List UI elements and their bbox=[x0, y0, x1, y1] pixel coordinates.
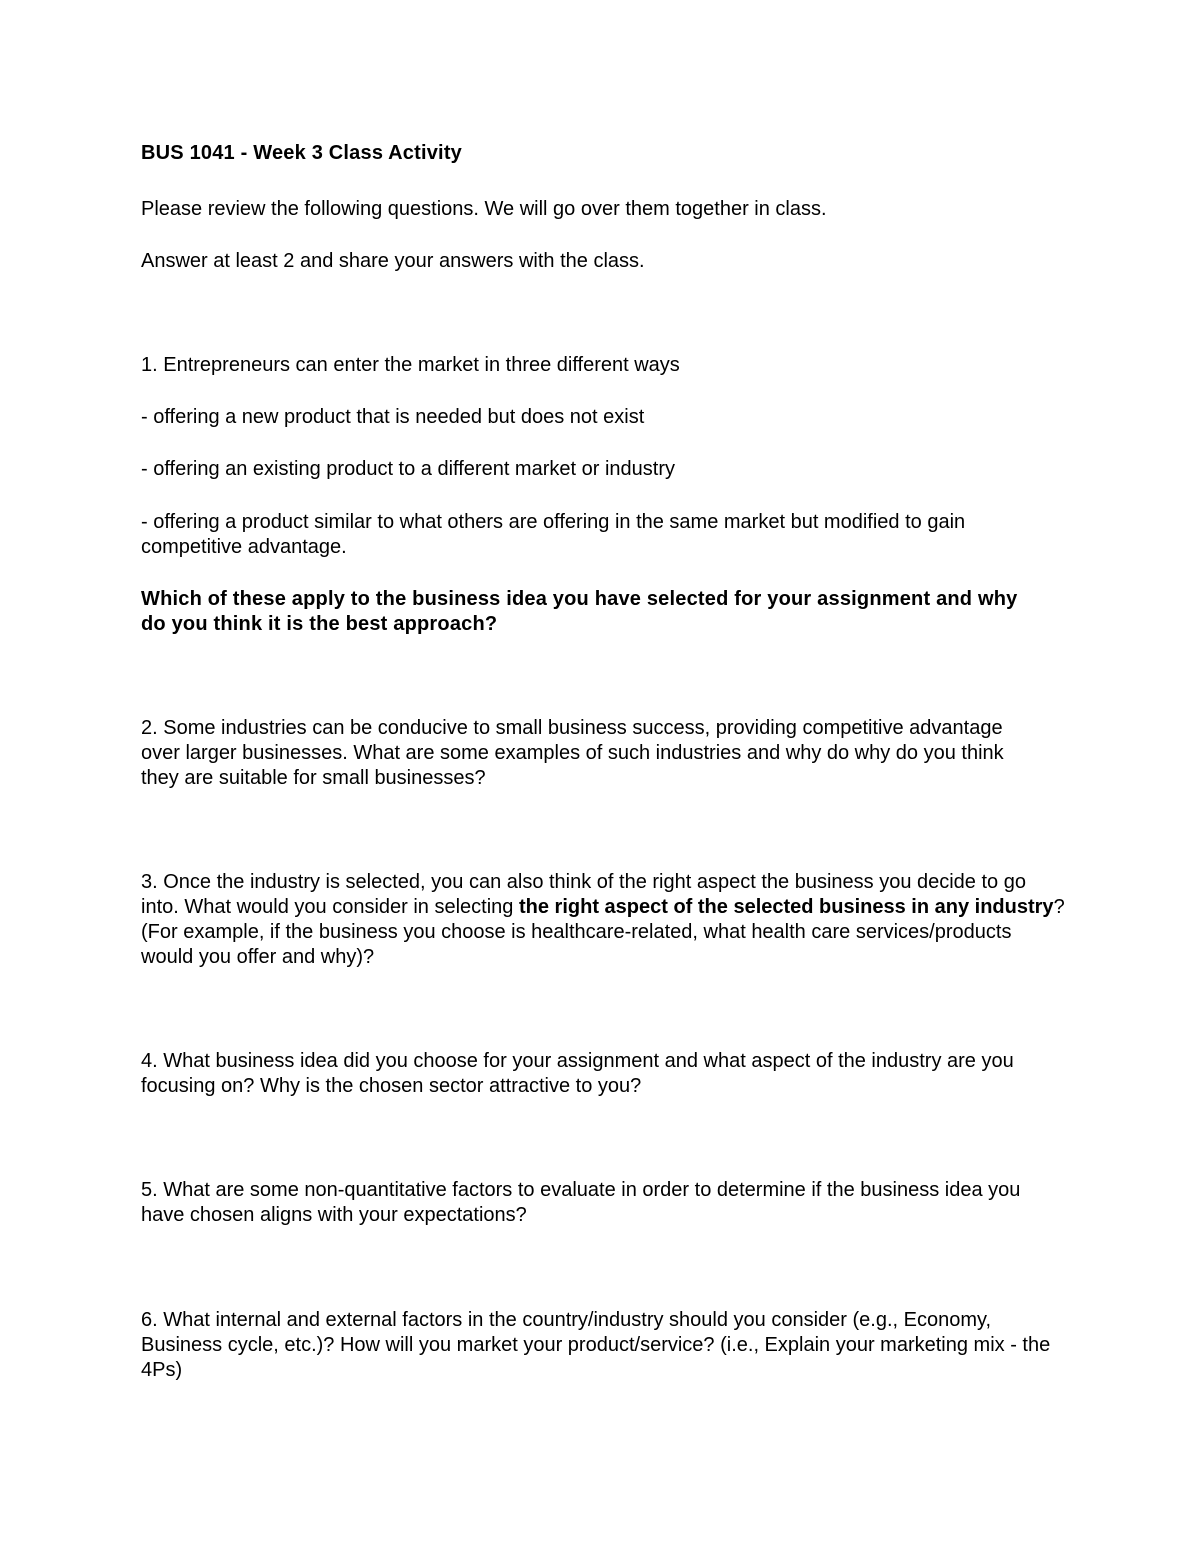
question-5: 5. What are some non-quantitative factors to evaluate in order to determine if the business idea you have chosen aligns with your expectations? bbox=[141, 1179, 1021, 1226]
question-3-text-bold: the right aspect of the selected business in any industry bbox=[518, 896, 1054, 918]
question-2: 2. Some industries can be conducive to small business success, providing competitive advantage over larger businesses. What are some examples of such industries and why do why do you think they are suitable for small businesses? bbox=[141, 717, 1004, 789]
intro-line-1: Please review the following questions. We will go over them together in class. bbox=[141, 198, 827, 220]
question-1-prompt: Which of these apply to the business idea you have selected for your assignment and why do you think it is the best approach? bbox=[141, 588, 1018, 635]
question-1-option-1: - offering a new product that is needed but does not exist bbox=[141, 406, 645, 428]
question-1-option-3: - offering a product similar to what others are offering in the same market but modified to gain competitive advantage. bbox=[141, 511, 966, 558]
question-1-option-2: - offering an existing product to a different market or industry bbox=[141, 458, 675, 480]
question-3-text-after: ? (For example, if the business you choose is healthcare-related, what health care services/products would you offer and why)? bbox=[141, 896, 1065, 968]
intro-line-2: Answer at least 2 and share your answers with the class. bbox=[141, 250, 645, 272]
question-6: 6. What internal and external factors in the country/industry should you consider (e.g., Economy, Business cycle, etc.)? How will you market your product/service? (i.e., Explain your marketing mix - the 4Ps) bbox=[141, 1309, 1051, 1381]
question-4: 4. What business idea did you choose for your assignment and what aspect of the industry are you focusing on? Why is the chosen sector attractive to you? bbox=[141, 1050, 1014, 1097]
question-3-text-before: 3. Once the industry is selected, you can also think of the right aspect the business you decide to go into. What would you consider in selecting bbox=[141, 871, 1026, 918]
question-3 bbox=[141, 870, 1066, 970]
document-title: BUS 1041 - Week 3 Class Activity bbox=[141, 142, 462, 164]
question-1: 1. Entrepreneurs can enter the market in three different ways bbox=[141, 354, 680, 376]
